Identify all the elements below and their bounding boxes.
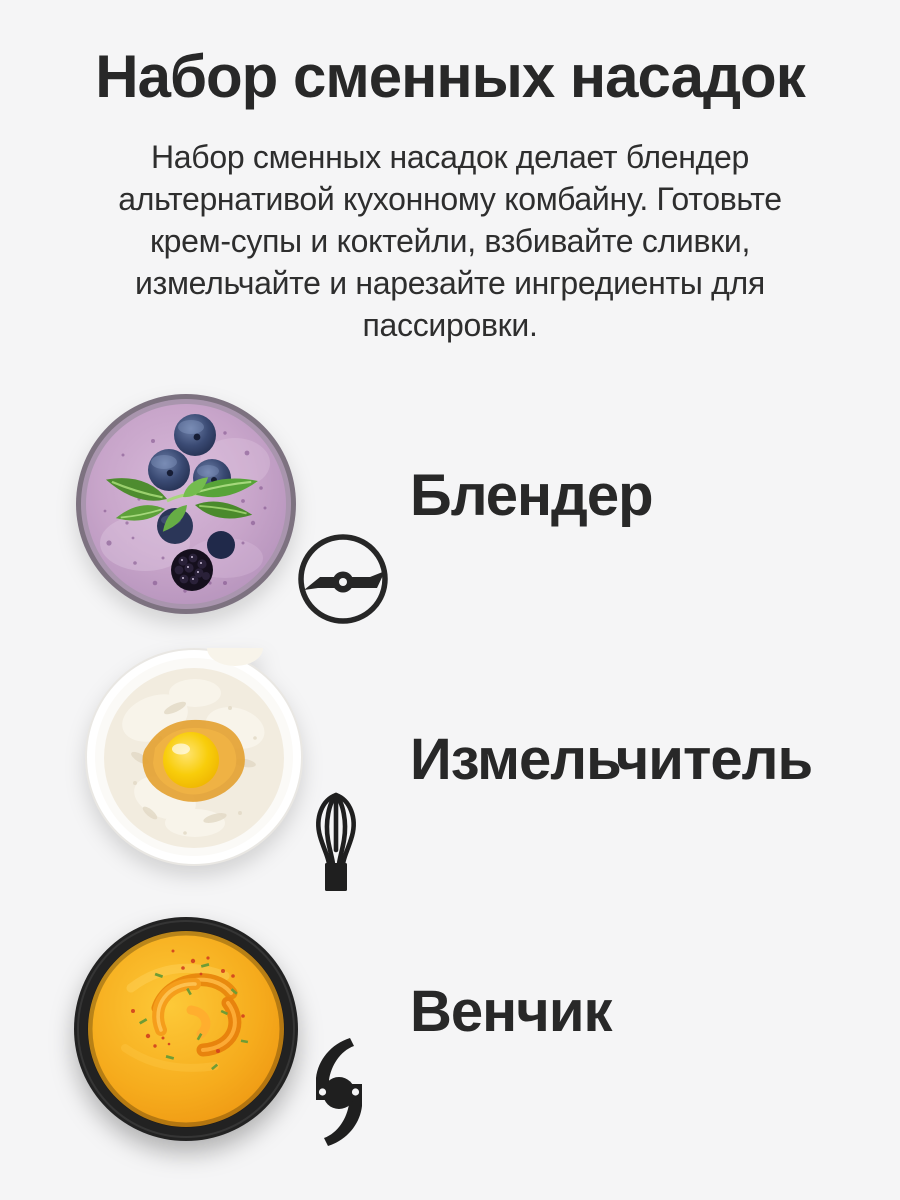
description-line: крем-супы и коктейли, взбивайте сливки, — [149, 223, 751, 259]
description-line: Набор сменных насадок делает блендер — [150, 139, 750, 175]
item-label-blender: Блендер — [410, 463, 653, 528]
page-title: Набор сменных насадок — [95, 43, 805, 110]
blackberry — [171, 549, 213, 591]
flour-with-egg-photo — [85, 648, 303, 866]
chopper-blade-icon — [297, 1036, 381, 1148]
description-line: пассировки. — [362, 307, 538, 343]
description-line: измельчайте и нарезайте ингредиенты для — [135, 265, 765, 301]
pumpkin-cream-soup-photo — [73, 916, 299, 1142]
item-label-chopper: Измельчитель — [410, 727, 813, 792]
description-line: альтернативой кухонному комбайну. Готовьте — [118, 181, 782, 217]
blueberry-smoothie-photo — [75, 393, 297, 615]
blender-blade-icon — [296, 532, 390, 626]
item-label-whisk: Венчик — [410, 979, 612, 1044]
whisk-icon — [312, 792, 360, 894]
page-description — [0, 136, 900, 346]
